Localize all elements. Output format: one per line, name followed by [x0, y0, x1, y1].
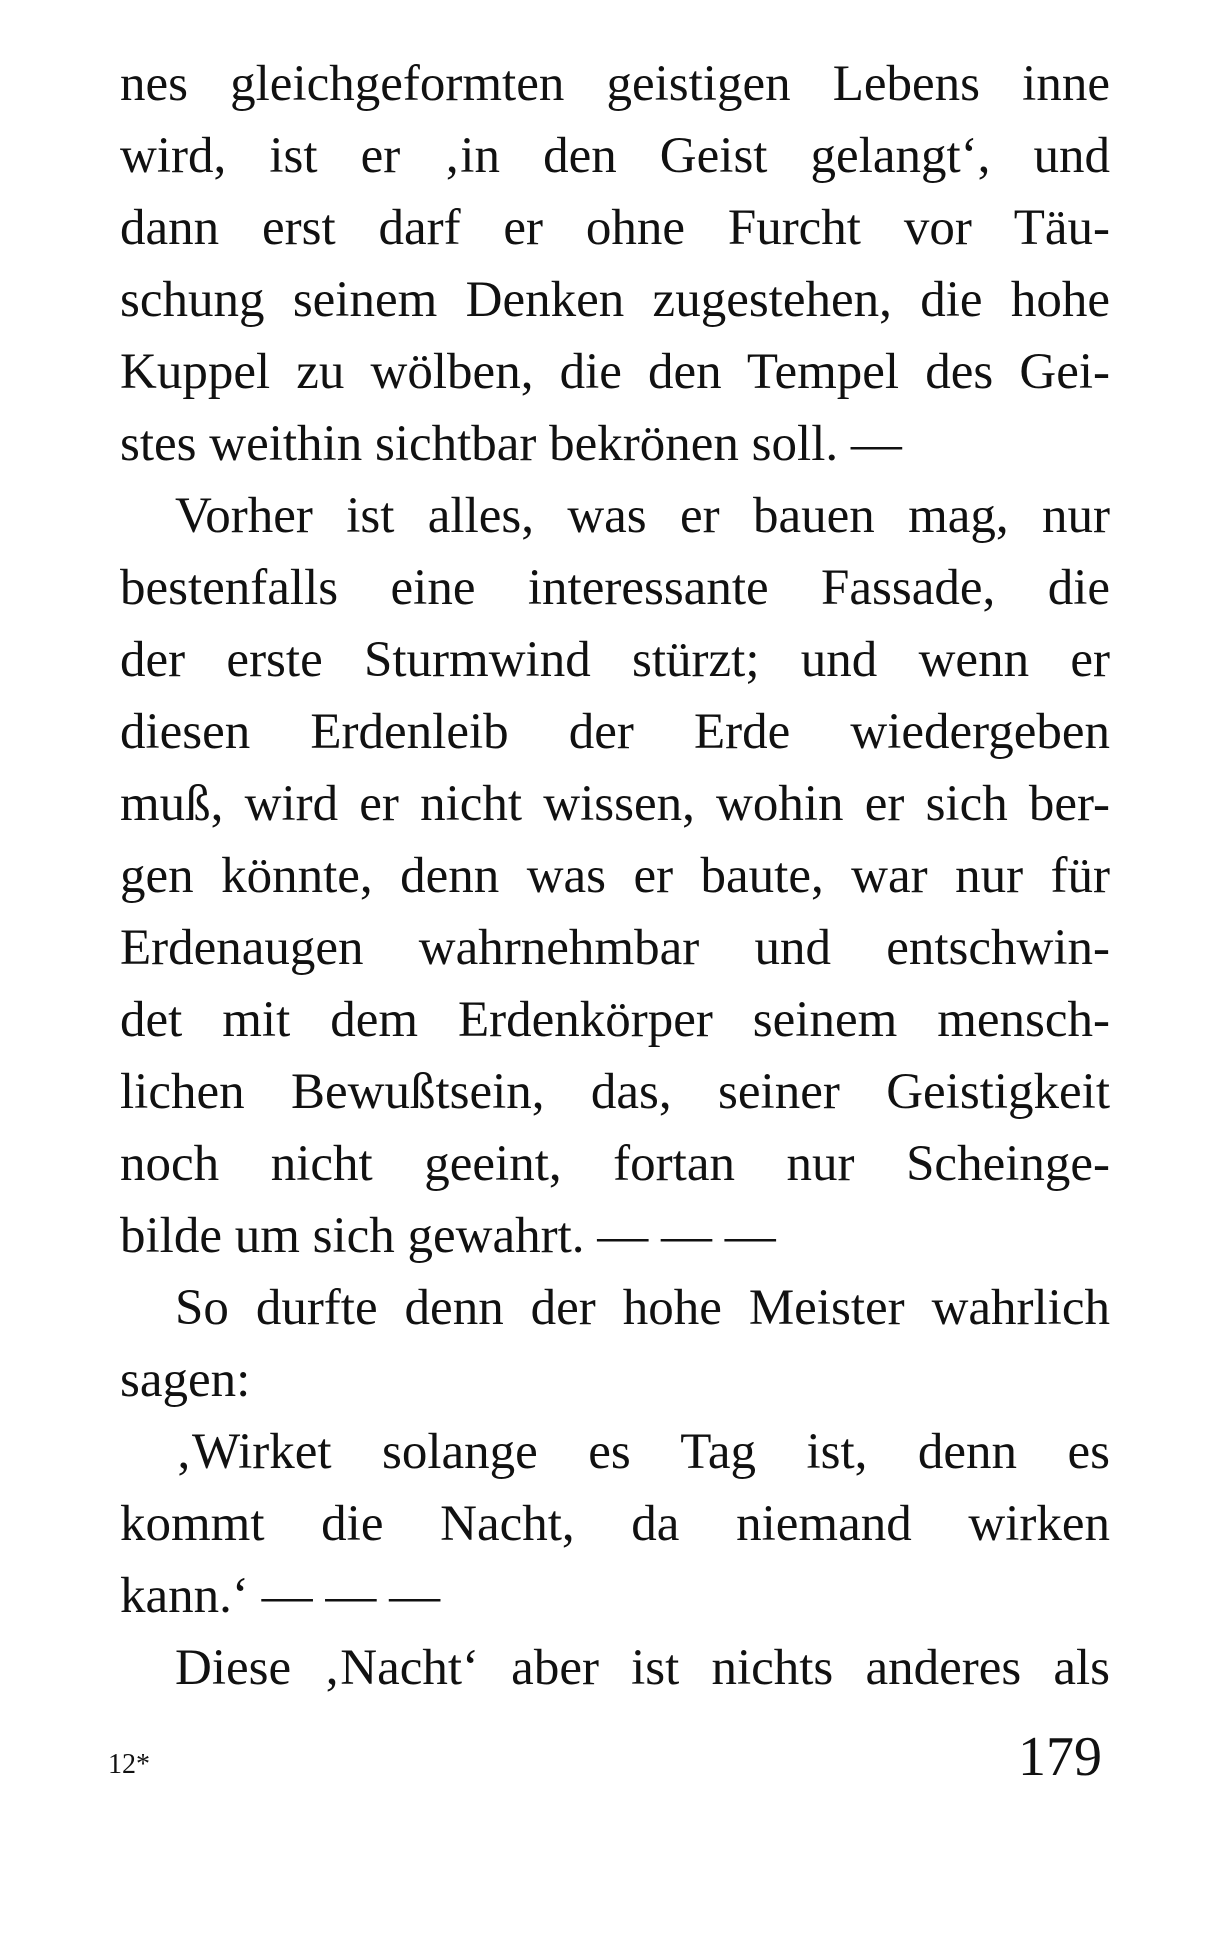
text-line: ‚Wirket solange es Tag ist, denn es: [175, 1424, 1110, 1480]
text-line: der erste Sturmwind stürzt; und wenn er: [120, 632, 1110, 688]
text-line: Vorher ist alles, was er bauen mag, nur: [175, 488, 1110, 544]
text-line: kann.‘ — — —: [120, 1568, 441, 1624]
text-line: nes gleichgeformten geistigen Lebens inne: [120, 56, 1110, 112]
text-line: schung seinem Denken zugestehen, die hohe: [120, 272, 1110, 328]
page-number: 179: [1018, 1726, 1102, 1788]
text-line: diesen Erdenleib der Erde wiedergeben: [120, 704, 1110, 760]
text-line: dann erst darf er ohne Furcht vor Täu-: [120, 200, 1110, 256]
text-line: wird, ist er ‚in den Geist gelangt‘, und: [120, 128, 1110, 184]
text-line: det mit dem Erdenkörper seinem mensch-: [120, 992, 1110, 1048]
text-line: Kuppel zu wölben, die den Tempel des Gei-: [120, 344, 1110, 400]
text-line: noch nicht geeint, fortan nur Scheinge-: [120, 1136, 1110, 1192]
text-line: lichen Bewußtsein, das, seiner Geistigkeit: [120, 1064, 1110, 1120]
body-text: [120, 48, 1110, 1704]
text-line: bestenfalls eine interessante Fassade, die: [120, 560, 1110, 616]
text-line: muß, wird er nicht wissen, wohin er sich ber-: [120, 776, 1110, 832]
signature-mark: 12*: [108, 1749, 150, 1780]
text-line: So durfte denn der hohe Meister wahrlich: [175, 1280, 1110, 1336]
text-line: sagen:: [120, 1352, 251, 1408]
text-line: kommt die Nacht, da niemand wirken: [120, 1496, 1110, 1552]
text-line: bilde um sich gewahrt. — — —: [120, 1208, 776, 1264]
text-line: gen könnte, denn was er baute, war nur für: [120, 848, 1110, 904]
text-line: Erdenaugen wahrnehmbar und entschwin-: [120, 920, 1110, 976]
text-line: Diese ‚Nacht‘ aber ist nichts anderes als: [175, 1640, 1110, 1696]
text-line: stes weithin sichtbar bekrönen soll. —: [120, 416, 902, 472]
